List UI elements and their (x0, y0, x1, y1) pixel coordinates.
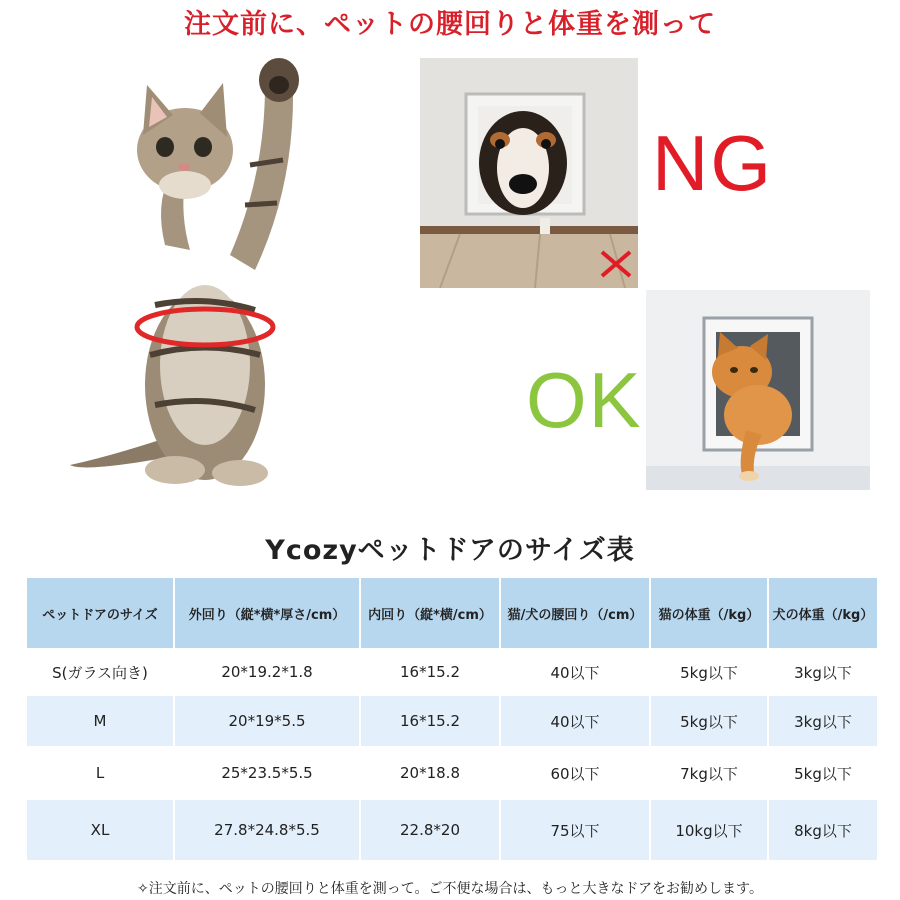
table-row (27, 800, 877, 860)
cell-outer: 25*23.5*5.5 (175, 748, 359, 798)
header-dog-weight: 犬の体重（/kg） (769, 578, 877, 648)
cell-dog-weight: 8kg以下 (769, 800, 877, 860)
cell-outer: 27.8*24.8*5.5 (175, 800, 359, 860)
cell-waist: 60以下 (501, 748, 649, 798)
cell-outer: 20*19*5.5 (175, 696, 359, 746)
ok-label: OK (526, 356, 643, 444)
cell-cat-weight: 10kg以下 (651, 800, 767, 860)
cell-waist: 40以下 (501, 696, 649, 746)
size-table (25, 576, 879, 862)
table-row (27, 748, 877, 798)
cell-outer: 20*19.2*1.8 (175, 650, 359, 694)
cell-cat-weight: 5kg以下 (651, 696, 767, 746)
cell-inner: 16*15.2 (361, 650, 499, 694)
table-row (27, 696, 877, 746)
cross-icon (598, 248, 634, 280)
cell-dog-weight: 5kg以下 (769, 748, 877, 798)
header-inner-dimensions: 内回り（縦*横/cm） (361, 578, 499, 648)
header-door-size: ペットドアのサイズ (27, 578, 173, 648)
cell-waist: 40以下 (501, 650, 649, 694)
header-cat-weight: 猫の体重（/kg） (651, 578, 767, 648)
cat-through-door-photo (646, 290, 870, 490)
ng-label: NG (652, 119, 773, 207)
cell-waist: 75以下 (501, 800, 649, 860)
header-waist: 猫/犬の腰回り（/cm） (501, 578, 649, 648)
table-row (27, 650, 877, 694)
kitten-standing-photo (55, 55, 355, 495)
cell-size: S(ガラス向き) (27, 650, 173, 694)
cell-dog-weight: 3kg以下 (769, 650, 877, 694)
cell-size: L (27, 748, 173, 798)
headline: 注文前に、ペットの腰回りと体重を測って (184, 9, 716, 40)
table-header-row (27, 578, 877, 648)
cell-dog-weight: 3kg以下 (769, 696, 877, 746)
cell-cat-weight: 5kg以下 (651, 650, 767, 694)
header-outer-dimensions: 外回り（縦*横*厚さ/cm） (175, 578, 359, 648)
cell-size: XL (27, 800, 173, 860)
size-table-title: Ycozyペットドアのサイズ表 (265, 535, 635, 566)
cell-inner: 16*15.2 (361, 696, 499, 746)
cell-cat-weight: 7kg以下 (651, 748, 767, 798)
cell-size: M (27, 696, 173, 746)
cell-inner: 22.8*20 (361, 800, 499, 860)
cell-inner: 20*18.8 (361, 748, 499, 798)
footnote: ✧注文前に、ペットの腰回りと体重を測って。ご不便な場合は、もっと大きなドアをお勧めします。 (137, 881, 763, 897)
